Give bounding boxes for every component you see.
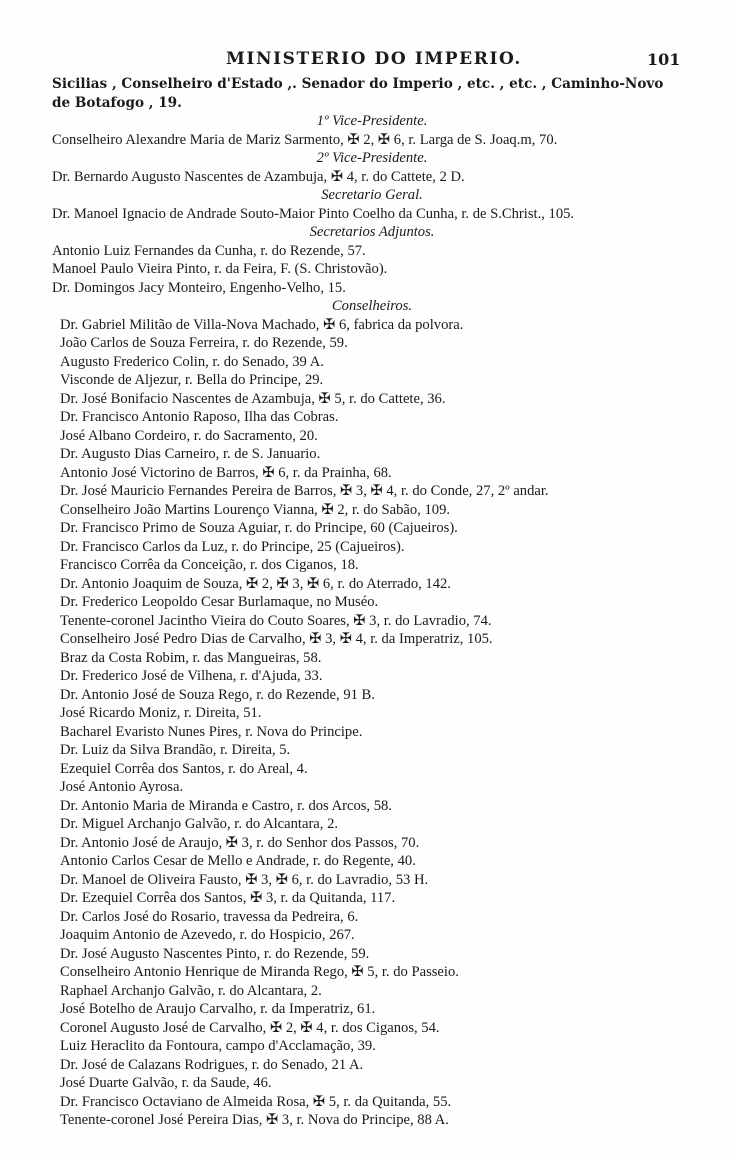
entry-line: Dr. Francisco Antonio Raposo, Ilha das Cobras.: [60, 409, 339, 425]
section-heading: 1º Vice-Presidente.: [316, 113, 428, 129]
entry-line: Dr. Manoel de Oliveira Fausto, ✠ 3, ✠ 6, r. do Lavradio, 53 H.: [60, 871, 429, 888]
entry-line: Dr. José Augusto Nascentes Pinto, r. do Rezende, 59.: [60, 945, 370, 962]
entry-line: Conselheiro José Pedro Dias de Carvalho, ✠ 3, ✠ 4, r. da Imperatriz, 105.: [60, 631, 493, 647]
entry-line: Dr. José Mauricio Fernandes Pereira de Barros, ✠ 3, ✠ 4, r. do Conde, 27, 2º andar.: [60, 483, 549, 499]
entry-line: Raphael Archanjo Galvão, r. do Alcantara, 2.: [60, 982, 322, 999]
section-heading: Secretario Geral.: [321, 187, 423, 203]
entry-line: Dr. Miguel Archanjo Galvão, r. do Alcantara, 2.: [60, 816, 339, 832]
entry-line: Dr. Carlos José do Rosario, travessa da Pedreira, 6.: [60, 908, 359, 925]
section-heading: Conselheiros.: [331, 298, 413, 314]
entry-line: Francisco Corrêa da Conceição, r. dos Ciganos, 18.: [60, 557, 359, 573]
entry-line: Dr. Frederico Leopoldo Cesar Burlamaque, no Muséo.: [60, 594, 379, 610]
page-body: [52, 75, 692, 1130]
entry-line: Dr. Francisco Primo de Souza Aguiar, r. do Principe, 60 (Cajueiros).: [60, 520, 458, 536]
page-number: 101: [647, 50, 681, 69]
entry-line: Dr. Frederico José de Vilhena, r. d'Ajuda, 33.: [60, 668, 323, 684]
entry-line: Luiz Heraclito da Fontoura, campo d'Acclamação, 39.: [60, 1038, 376, 1054]
entry-line: Antonio José Victorino de Barros, ✠ 6, r. da Prainha, 68.: [60, 464, 392, 481]
entry-line: Tenente-coronel José Pereira Dias, ✠ 3, r. Nova do Principe, 88 A.: [60, 1112, 449, 1128]
entry-line: Augusto Frederico Colin, r. do Senado, 39 A.: [60, 353, 324, 370]
page-header: [0, 49, 736, 73]
entry-line: José Albano Cordeiro, r. do Sacramento, 20.: [60, 427, 318, 444]
running-title: MINISTERIO DO IMPERIO.: [226, 49, 522, 69]
entry-line: Dr. Ezequiel Corrêa dos Santos, ✠ 3, r. da Quitanda, 117.: [60, 890, 396, 906]
text-line: Sicilias , Conselheiro d'Estado ,. Senador do Imperio , etc. , etc. , Caminho-Novo: [52, 76, 664, 92]
entry-line: Conselheiro Antonio Henrique de Miranda Rego, ✠ 5, r. do Passeio.: [60, 964, 459, 980]
entry-line: Dr. Domingos Jacy Monteiro, Engenho-Velho, 15.: [52, 279, 346, 296]
entry-line: Dr. Antonio José de Araujo, ✠ 3, r. do Senhor dos Passos, 70.: [60, 834, 420, 851]
entry-line: José Antonio Ayrosa.: [60, 779, 184, 795]
entry-line: Dr. Antonio José de Souza Rego, r. do Rezende, 91 B.: [60, 686, 375, 703]
entry-line: Antonio Carlos Cesar de Mello e Andrade, r. do Regente, 40.: [60, 853, 416, 869]
entry-line: Dr. Antonio Joaquim de Souza, ✠ 2, ✠ 3, ✠ 6, r. do Aterrado, 142.: [60, 575, 451, 592]
conselheiros-list: [52, 316, 692, 1130]
entry-line: Dr. Francisco Octaviano de Almeida Rosa, ✠ 5, r. da Quitanda, 55.: [60, 1093, 452, 1110]
entry-line: Dr. Luiz da Silva Brandão, r. Direita, 5.: [60, 742, 291, 758]
entry-line: Coronel Augusto José de Carvalho, ✠ 2, ✠ 4, r. dos Ciganos, 54.: [60, 1019, 440, 1036]
entry-line: Ezequiel Corrêa dos Santos, r. do Areal, 4.: [60, 760, 308, 777]
section-heading: 2º Vice-Presidente.: [316, 150, 428, 166]
entry-line: Braz da Costa Robim, r. das Mangueiras, 58.: [60, 649, 322, 666]
entry-line: Bacharel Evaristo Nunes Pires, r. Nova do Principe.: [60, 723, 363, 740]
entry-line: Tenente-coronel Jacintho Vieira do Couto Soares, ✠ 3, r. do Lavradio, 74.: [60, 612, 492, 629]
entry-line: Dr. José Bonifacio Nascentes de Azambuja, ✠ 5, r. do Cattete, 36.: [60, 390, 446, 407]
entry-line: Conselheiro João Martins Lourenço Vianna, ✠ 2, r. do Sabão, 109.: [60, 501, 451, 518]
entry-line: Dr. Antonio Maria de Miranda e Castro, r. dos Arcos, 58.: [60, 797, 392, 814]
entry-line: José Ricardo Moniz, r. Direita, 51.: [60, 705, 262, 721]
entry-line: Dr. Gabriel Militão de Villa-Nova Machado, ✠ 6, fabrica da polvora.: [60, 316, 464, 333]
entry-line: Dr. Manoel Ignacio de Andrade Souto-Maior Pinto Coelho da Cunha, r. de S.Christ., 105.: [52, 205, 575, 222]
entry-line: Conselheiro Alexandre Maria de Mariz Sarmento, ✠ 2, ✠ 6, r. Larga de S. Joaq.m, 70.: [52, 131, 558, 148]
entry-line: Dr. Augusto Dias Carneiro, r. de S. Januario.: [60, 446, 321, 462]
entry-line: Manoel Paulo Vieira Pinto, r. da Feira, F. (S. Christovão).: [52, 261, 388, 277]
section-heading: Secretarios Adjuntos.: [309, 224, 435, 240]
entry-line: Antonio Luiz Fernandes da Cunha, r. do Rezende, 57.: [52, 242, 366, 259]
entry-line: José Duarte Galvão, r. da Saude, 46.: [60, 1075, 272, 1091]
entry-line: José Botelho de Araujo Carvalho, r. da Imperatriz, 61.: [60, 1001, 376, 1017]
entry-line: Dr. Bernardo Augusto Nascentes de Azambuja, ✠ 4, r. do Cattete, 2 D.: [52, 168, 465, 185]
text-line: de Botafogo , 19.: [52, 94, 182, 111]
entry-line: Dr. José de Calazans Rodrigues, r. do Senado, 21 A.: [60, 1056, 364, 1073]
entry-line: Dr. Francisco Carlos da Luz, r. do Principe, 25 (Cajueiros).: [60, 538, 405, 555]
entry-line: Visconde de Aljezur, r. Bella do Principe, 29.: [60, 372, 324, 388]
entry-line: João Carlos de Souza Ferreira, r. do Rezende, 59.: [60, 335, 348, 351]
entry-line: Joaquim Antonio de Azevedo, r. do Hospicio, 267.: [60, 927, 355, 943]
